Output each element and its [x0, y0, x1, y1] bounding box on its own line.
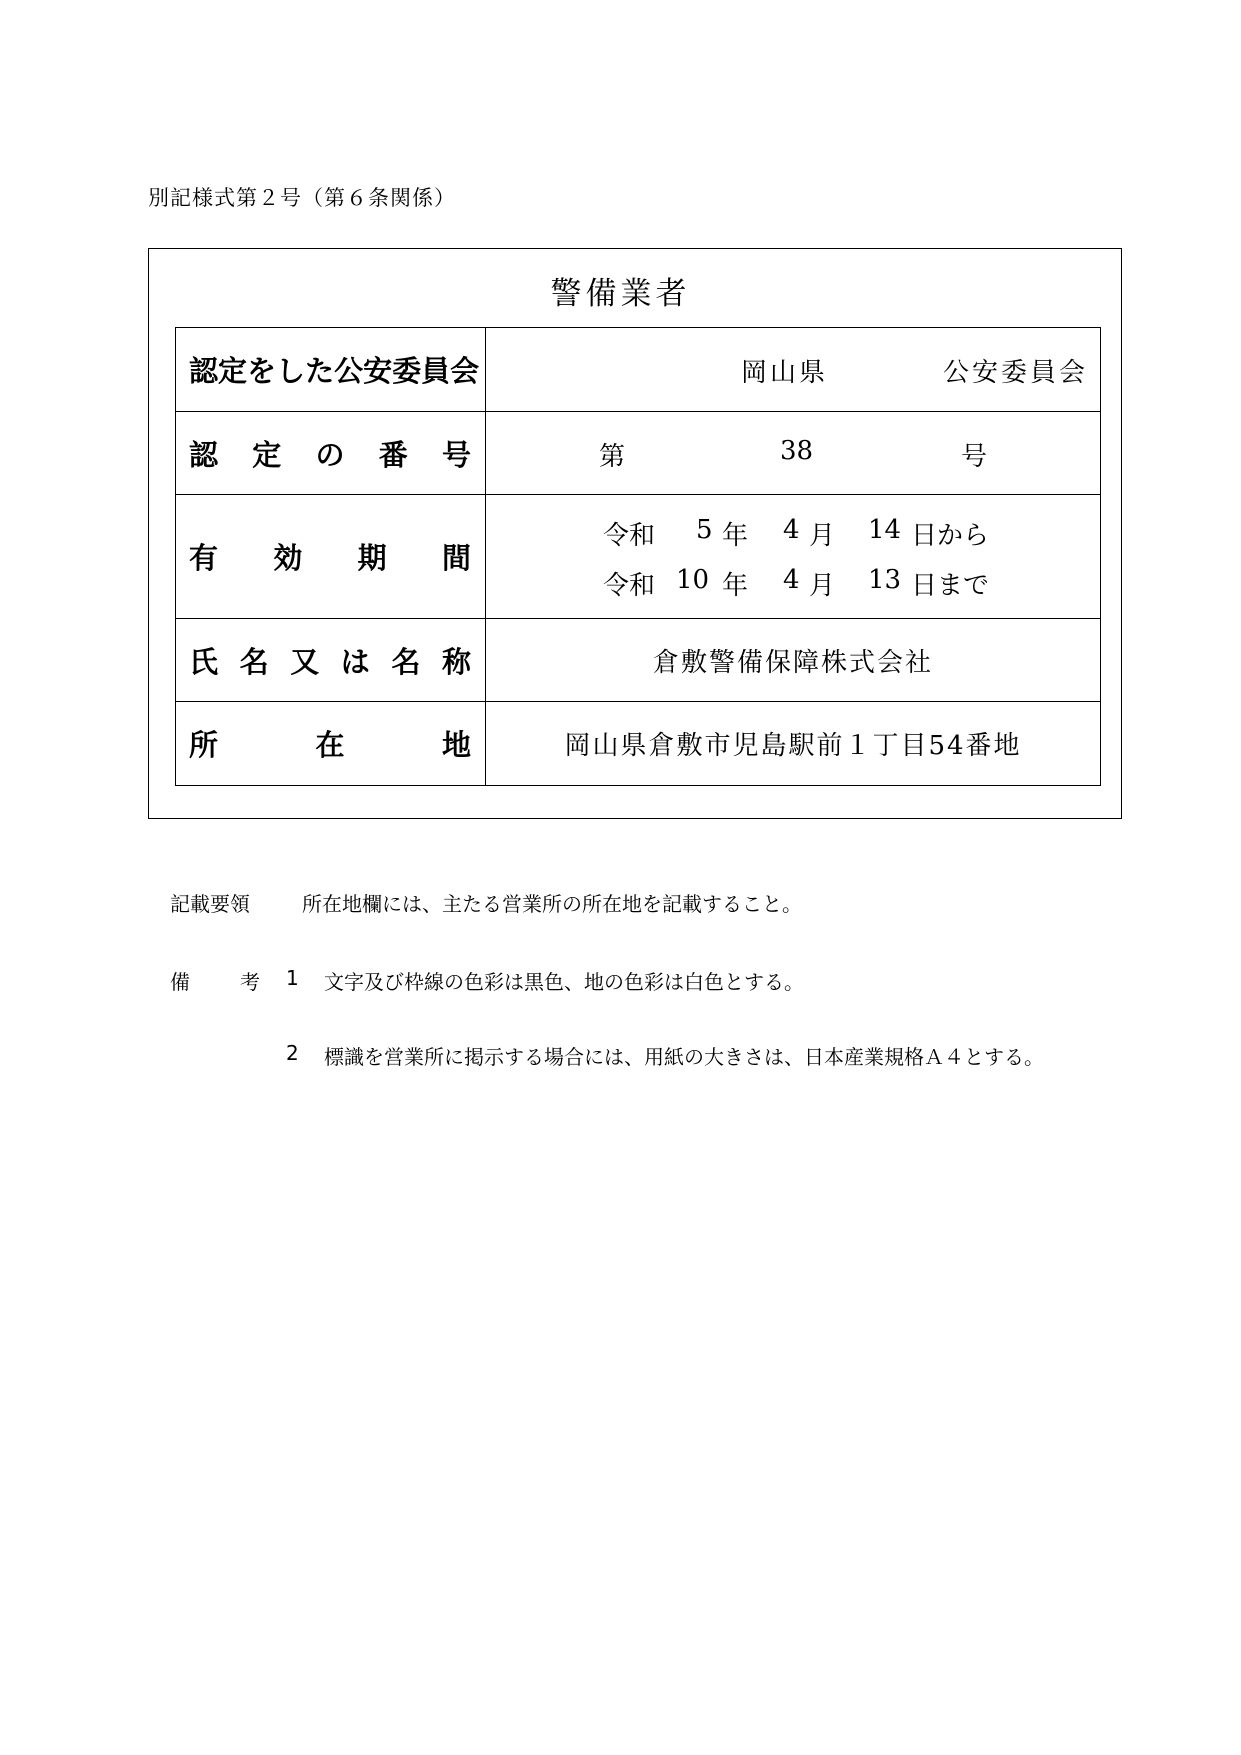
instructions-note — [170, 888, 1070, 918]
period-label — [176, 536, 485, 577]
number-value — [486, 412, 1100, 494]
from-day-unit: 日から — [911, 520, 990, 551]
remark-1 — [170, 966, 1070, 996]
address-label — [176, 723, 485, 764]
sign-title: 警備業者 — [550, 276, 691, 312]
to-month: 4 — [783, 564, 800, 595]
number-suffix: 号 — [961, 442, 988, 472]
from-era: 令和 — [603, 520, 656, 551]
form-reference: 別記様式第２号（第６条関係） — [148, 186, 456, 210]
sign-table — [175, 327, 1101, 786]
label-char: し — [276, 354, 306, 388]
remark-text: 標識を営業所に掲示する場合には、用紙の大きさは、日本産業規格Ａ４とする。 — [324, 1045, 1044, 1069]
to-year-unit: 年 — [722, 570, 749, 601]
address-label-cell — [176, 702, 486, 786]
label-char: 定 — [252, 437, 282, 472]
label-char: 認 — [189, 354, 219, 388]
label-char: は — [340, 644, 370, 679]
remarks-label-char: 考 — [240, 970, 260, 994]
label-char: 氏 — [189, 644, 219, 679]
remarks-label-char: 備 — [170, 970, 190, 994]
certification-number: 38 — [780, 436, 814, 466]
label-char: 称 — [441, 644, 471, 679]
number-prefix: 第 — [599, 442, 626, 472]
commission-value — [486, 328, 1100, 411]
address-row — [176, 702, 1101, 786]
to-era: 令和 — [603, 570, 656, 601]
company-address: 岡山県倉敷市児島駅前１丁目54番地 — [564, 731, 1022, 761]
label-char: 員 — [421, 354, 451, 388]
name-row — [176, 619, 1101, 702]
period-value — [486, 507, 1100, 607]
label-char: 認 — [189, 437, 219, 472]
label-char: 会 — [450, 354, 480, 388]
number-label — [176, 433, 485, 474]
name-value-cell — [486, 619, 1101, 702]
number-row — [176, 412, 1101, 495]
to-day: 13 — [868, 564, 902, 595]
label-char: 委 — [392, 354, 422, 388]
commission-suffix: 公安委員会 — [942, 358, 1088, 388]
period-row — [176, 495, 1101, 619]
label-char: 番 — [378, 437, 408, 472]
name-label-cell — [176, 619, 486, 702]
label-char: 名 — [239, 644, 269, 679]
remark-2 — [170, 1041, 1070, 1071]
from-month: 4 — [783, 514, 800, 545]
label-char: 定 — [218, 354, 248, 388]
label-char: 公 — [334, 354, 364, 388]
commission-value-cell — [486, 328, 1101, 412]
label-char: を — [247, 354, 277, 388]
label-char: 効 — [273, 541, 303, 575]
label-char: の — [315, 437, 345, 472]
number-label-cell — [176, 412, 486, 495]
to-day-unit: 日まで — [911, 570, 990, 601]
instructions-text: 所在地欄には、主たる営業所の所在地を記載すること。 — [302, 892, 802, 916]
label-char: 在 — [315, 728, 345, 762]
commission-row — [176, 328, 1101, 412]
commission-label — [176, 349, 485, 390]
to-month-unit: 月 — [809, 570, 836, 601]
company-name: 倉敷警備保障株式会社 — [652, 647, 933, 678]
from-year-unit: 年 — [722, 520, 749, 551]
label-char: 名 — [391, 644, 421, 679]
remark-number: 1 — [286, 966, 299, 990]
label-char: た — [305, 354, 335, 388]
label-char: 安 — [363, 354, 393, 388]
from-month-unit: 月 — [809, 520, 836, 551]
label-char: 所 — [189, 728, 219, 762]
commission-prefecture: 岡山県 — [741, 358, 829, 388]
from-day: 14 — [868, 514, 902, 545]
commission-label-cell — [176, 328, 486, 412]
from-year: 5 — [696, 514, 713, 545]
label-char: 期 — [357, 541, 387, 575]
period-from — [486, 507, 1100, 557]
name-label — [176, 640, 485, 681]
remark-number: 2 — [286, 1041, 299, 1065]
label-char: 間 — [441, 541, 471, 575]
instructions-label: 記載要領 — [170, 892, 250, 916]
label-char: 有 — [189, 541, 219, 575]
label-char: 又 — [290, 644, 320, 679]
period-to — [486, 557, 1100, 607]
address-value-cell — [486, 702, 1101, 786]
number-value-cell — [486, 412, 1101, 495]
period-value-cell — [486, 495, 1101, 619]
to-year: 10 — [676, 564, 710, 595]
label-char: 号 — [441, 437, 471, 472]
label-char: 地 — [441, 728, 471, 762]
remark-text: 文字及び枠線の色彩は黒色、地の色彩は白色とする。 — [324, 970, 804, 994]
period-label-cell — [176, 495, 486, 619]
